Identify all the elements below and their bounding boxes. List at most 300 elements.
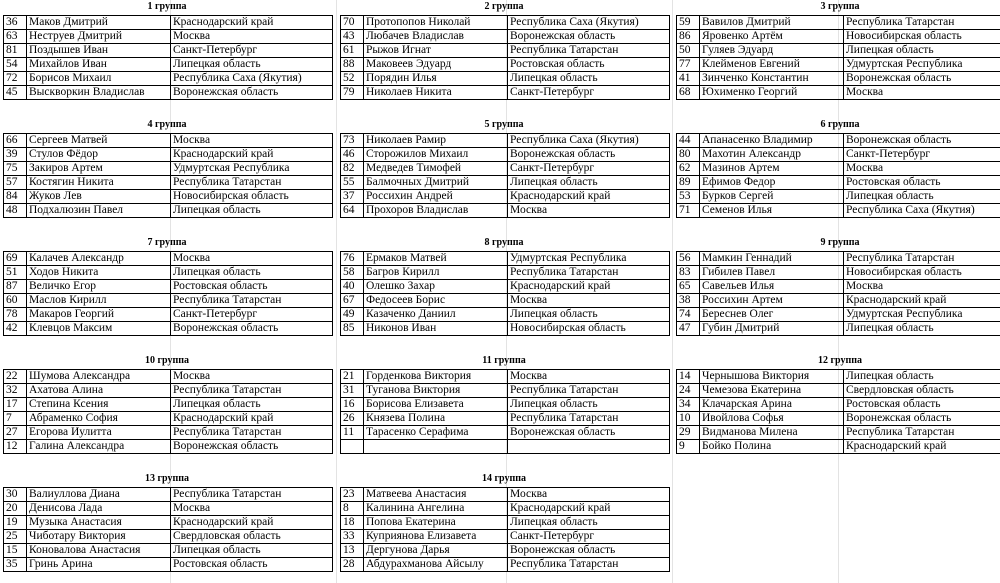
student-number-cell[interactable]: 84: [4, 190, 27, 204]
student-region-cell[interactable]: Липецкая область: [171, 204, 333, 218]
student-name-cell[interactable]: Шумова Александра: [27, 370, 171, 384]
student-name-cell[interactable]: Макаров Георгий: [27, 308, 171, 322]
student-name-cell[interactable]: Закиров Артем: [27, 162, 171, 176]
group-table: [676, 369, 1000, 454]
student-name-cell[interactable]: Балмочных Дмитрий: [364, 176, 508, 190]
student-name-cell[interactable]: Князева Полина: [364, 412, 508, 426]
student-number-cell[interactable]: 51: [4, 266, 27, 280]
student-number-cell[interactable]: 68: [677, 86, 700, 100]
group-block: [676, 354, 1000, 454]
student-number-cell[interactable]: 69: [4, 252, 27, 266]
student-region-cell[interactable]: Ростовская область: [171, 280, 333, 294]
student-name-cell[interactable]: Бойко Полина: [700, 440, 844, 454]
table-row: [677, 370, 1000, 384]
student-number-cell[interactable]: 37: [341, 190, 364, 204]
student-region-cell[interactable]: Санкт-Петербург: [508, 162, 670, 176]
student-name-cell[interactable]: Сторожилов Михаил: [364, 148, 508, 162]
table-row: [4, 30, 333, 44]
table-row: [677, 176, 1000, 190]
student-number-cell[interactable]: 72: [4, 72, 27, 86]
student-region-cell[interactable]: Воронежская область: [171, 86, 333, 100]
student-number-cell[interactable]: 79: [341, 86, 364, 100]
student-number-cell[interactable]: 46: [341, 148, 364, 162]
student-region-cell[interactable]: Краснодарский край: [171, 412, 333, 426]
student-number-cell[interactable]: 73: [341, 134, 364, 148]
student-name-cell[interactable]: Вавилов Дмитрий: [700, 16, 844, 30]
table-row: [677, 162, 1000, 176]
student-region-cell[interactable]: Воронежская область: [171, 322, 333, 336]
student-number-cell[interactable]: 88: [341, 58, 364, 72]
student-name-cell[interactable]: Егорова Иулитта: [27, 426, 171, 440]
student-region-cell[interactable]: Ростовская область: [844, 176, 1000, 190]
student-number-cell[interactable]: 26: [341, 412, 364, 426]
table-row: [341, 322, 670, 336]
table-row: [341, 86, 670, 100]
table-row: [341, 190, 670, 204]
student-number-cell[interactable]: 16: [341, 398, 364, 412]
student-number-cell[interactable]: 87: [4, 280, 27, 294]
student-region-cell[interactable]: Москва: [844, 162, 1000, 176]
student-name-cell[interactable]: Калинина Ангелина: [364, 502, 508, 516]
student-name-cell[interactable]: Губин Дмитрий: [700, 322, 844, 336]
table-row: [677, 16, 1000, 30]
table-row: [4, 252, 333, 266]
student-name-cell[interactable]: Бурков Сергей: [700, 190, 844, 204]
student-name-cell[interactable]: Подхалюзин Павел: [27, 204, 171, 218]
student-name-cell[interactable]: Ивойлова Софья: [700, 412, 844, 426]
student-name-cell[interactable]: Ахатова Алина: [27, 384, 171, 398]
student-region-cell[interactable]: Москва: [171, 252, 333, 266]
group-block: [676, 236, 1000, 336]
student-number-cell[interactable]: 22: [4, 370, 27, 384]
student-number-cell[interactable]: 9: [677, 440, 700, 454]
student-region-cell[interactable]: Москва: [171, 134, 333, 148]
student-region-cell[interactable]: Республика Татарстан: [508, 384, 670, 398]
student-number-cell[interactable]: 58: [341, 266, 364, 280]
table-row: [341, 502, 670, 516]
student-region-cell[interactable]: Москва: [844, 280, 1000, 294]
student-region-cell[interactable]: Липецкая область: [171, 58, 333, 72]
student-region-cell[interactable]: Липецкая область: [508, 516, 670, 530]
student-region-cell[interactable]: Новосибирская область: [171, 190, 333, 204]
student-name-cell[interactable]: Костягин Никита: [27, 176, 171, 190]
student-region-cell[interactable]: Москва: [844, 86, 1000, 100]
student-number-cell[interactable]: 36: [4, 16, 27, 30]
table-row: [341, 370, 670, 384]
student-name-cell[interactable]: Музыка Анастасия: [27, 516, 171, 530]
student-region-cell[interactable]: Липецкая область: [508, 176, 670, 190]
student-region-cell[interactable]: Воронежская область: [844, 72, 1000, 86]
student-name-cell[interactable]: Николаев Рамир: [364, 134, 508, 148]
table-row: [677, 58, 1000, 72]
student-name-cell[interactable]: Ходов Никита: [27, 266, 171, 280]
student-name-cell[interactable]: Юхименко Георгий: [700, 86, 844, 100]
student-name-cell[interactable]: Никонов Иван: [364, 322, 508, 336]
student-number-cell[interactable]: 27: [4, 426, 27, 440]
student-name-cell[interactable]: Яровенко Артём: [700, 30, 844, 44]
student-name-cell[interactable]: Клейменов Евгений: [700, 58, 844, 72]
student-region-cell[interactable]: Ростовская область: [508, 58, 670, 72]
student-region-cell[interactable]: Липецкая область: [844, 322, 1000, 336]
student-region-cell[interactable]: Санкт-Петербург: [844, 148, 1000, 162]
student-region-cell[interactable]: Липецкая область: [844, 190, 1000, 204]
table-row: [4, 398, 333, 412]
student-region-cell[interactable]: Липецкая область: [171, 266, 333, 280]
student-region-cell[interactable]: Липецкая область: [508, 72, 670, 86]
student-name-cell[interactable]: Любачев Владислав: [364, 30, 508, 44]
student-region-cell[interactable]: Республика Татарстан: [844, 426, 1000, 440]
group-block: [340, 472, 668, 572]
student-region-cell[interactable]: Липецкая область: [844, 44, 1000, 58]
student-name-cell[interactable]: Маслов Кирилл: [27, 294, 171, 308]
student-region-cell[interactable]: Свердловская область: [844, 384, 1000, 398]
student-name-cell[interactable]: Неструев Дмитрий: [27, 30, 171, 44]
student-number-cell[interactable]: 53: [677, 190, 700, 204]
student-name-cell[interactable]: Гуляев Эдуард: [700, 44, 844, 58]
student-number-cell[interactable]: 65: [677, 280, 700, 294]
student-name-cell[interactable]: Махотин Александр: [700, 148, 844, 162]
student-name-cell[interactable]: Тарасенко Серафима: [364, 426, 508, 440]
table-row: [341, 412, 670, 426]
student-region-cell[interactable]: Новосибирская область: [508, 322, 670, 336]
student-number-cell[interactable]: 40: [341, 280, 364, 294]
student-region-cell[interactable]: Воронежская область: [508, 30, 670, 44]
student-name-cell[interactable]: Россихин Андрей: [364, 190, 508, 204]
student-name-cell[interactable]: Чемезова Екатерина: [700, 384, 844, 398]
table-row: [341, 176, 670, 190]
student-name-cell[interactable]: Стулов Фёдор: [27, 148, 171, 162]
student-region-cell[interactable]: Краснодарский край: [844, 440, 1000, 454]
student-number-cell[interactable]: 78: [4, 308, 27, 322]
table-row: [4, 266, 333, 280]
student-region-cell[interactable]: Санкт-Петербург: [171, 44, 333, 58]
student-name-cell[interactable]: Казаченко Даниил: [364, 308, 508, 322]
student-number-cell[interactable]: 24: [677, 384, 700, 398]
table-row: [4, 134, 333, 148]
student-name-cell[interactable]: Ермаков Матвей: [364, 252, 508, 266]
group-table: [3, 369, 333, 454]
student-number-cell[interactable]: 61: [341, 44, 364, 58]
student-name-cell[interactable]: Абраменко София: [27, 412, 171, 426]
student-number-cell[interactable]: 85: [341, 322, 364, 336]
student-name-cell[interactable]: Семенов Илья: [700, 204, 844, 218]
table-row: [341, 148, 670, 162]
table-row: [4, 148, 333, 162]
student-name-cell[interactable]: Клачарская Арина: [700, 398, 844, 412]
student-number-cell[interactable]: 80: [677, 148, 700, 162]
student-number-cell[interactable]: 66: [4, 134, 27, 148]
table-row: [4, 86, 333, 100]
student-name-cell[interactable]: Абдурахманова Айсылу: [364, 558, 508, 572]
table-row: [341, 544, 670, 558]
student-name-cell[interactable]: Горденкова Виктория: [364, 370, 508, 384]
student-name-cell[interactable]: Дергунова Дарья: [364, 544, 508, 558]
student-region-cell[interactable]: Москва: [508, 488, 670, 502]
student-region-cell[interactable]: Республика Татарстан: [508, 412, 670, 426]
student-number-cell[interactable]: 77: [677, 58, 700, 72]
student-region-cell[interactable]: Свердловская область: [171, 530, 333, 544]
student-number-cell[interactable]: 63: [4, 30, 27, 44]
student-region-cell[interactable]: Воронежская область: [508, 544, 670, 558]
student-name-cell[interactable]: Поздышев Иван: [27, 44, 171, 58]
student-number-cell[interactable]: 44: [677, 134, 700, 148]
student-region-cell[interactable]: Удмуртская Республика: [844, 308, 1000, 322]
student-name-cell[interactable]: Гринь Арина: [27, 558, 171, 572]
student-number-cell[interactable]: 47: [677, 322, 700, 336]
student-number-cell[interactable]: 64: [341, 204, 364, 218]
student-region-cell[interactable]: Краснодарский край: [844, 294, 1000, 308]
student-number-cell[interactable]: 33: [341, 530, 364, 544]
student-number-cell[interactable]: 75: [4, 162, 27, 176]
student-name-cell[interactable]: Клевцов Максим: [27, 322, 171, 336]
student-name-cell[interactable]: Гибилев Павел: [700, 266, 844, 280]
student-region-cell[interactable]: Липецкая область: [508, 398, 670, 412]
table-row: [341, 30, 670, 44]
student-region-cell[interactable]: Воронежская область: [844, 134, 1000, 148]
student-region-cell[interactable]: Липецкая область: [508, 308, 670, 322]
student-region-cell[interactable]: Республика Саха (Якутия): [171, 72, 333, 86]
student-name-cell[interactable]: Федосеев Борис: [364, 294, 508, 308]
student-number-cell[interactable]: 50: [677, 44, 700, 58]
student-name-cell[interactable]: Видманова Милена: [700, 426, 844, 440]
table-row: [4, 440, 333, 454]
student-region-cell[interactable]: Республика Саха (Якутия): [844, 204, 1000, 218]
student-region-cell[interactable]: Воронежская область: [508, 426, 670, 440]
student-region-cell[interactable]: Республика Татарстан: [508, 266, 670, 280]
student-region-cell[interactable]: Санкт-Петербург: [508, 530, 670, 544]
student-number-cell[interactable]: 74: [677, 308, 700, 322]
student-number-cell[interactable]: 89: [677, 176, 700, 190]
student-number-cell[interactable]: 29: [677, 426, 700, 440]
student-name-cell[interactable]: Маковеев Эдуард: [364, 58, 508, 72]
student-number-cell[interactable]: 15: [4, 544, 27, 558]
student-region-cell[interactable]: Краснодарский край: [171, 148, 333, 162]
group-block: [340, 236, 668, 336]
student-name-cell[interactable]: Протопопов Николай: [364, 16, 508, 30]
student-region-cell[interactable]: Новосибирская область: [844, 30, 1000, 44]
table-row: [677, 134, 1000, 148]
student-number-cell[interactable]: 86: [677, 30, 700, 44]
student-number-cell[interactable]: 76: [341, 252, 364, 266]
student-number-cell[interactable]: 12: [4, 440, 27, 454]
student-name-cell[interactable]: Ефимов Федор: [700, 176, 844, 190]
student-name-cell[interactable]: Величко Егор: [27, 280, 171, 294]
student-number-cell[interactable]: 17: [4, 398, 27, 412]
student-number-cell[interactable]: 21: [341, 370, 364, 384]
table-row: [341, 266, 670, 280]
student-number-cell[interactable]: 11: [341, 426, 364, 440]
student-name-cell[interactable]: Матвеева Анастасия: [364, 488, 508, 502]
student-number-cell[interactable]: 34: [677, 398, 700, 412]
student-region-cell[interactable]: Краснодарский край: [171, 516, 333, 530]
student-region-cell[interactable]: Москва: [508, 370, 670, 384]
student-region-cell[interactable]: [508, 440, 670, 454]
table-row: [677, 204, 1000, 218]
student-number-cell[interactable]: 49: [341, 308, 364, 322]
student-region-cell[interactable]: Липецкая область: [171, 544, 333, 558]
student-name-cell[interactable]: Калачев Александр: [27, 252, 171, 266]
student-name-cell[interactable]: Жуков Лев: [27, 190, 171, 204]
student-name-cell[interactable]: Россихин Артем: [700, 294, 844, 308]
student-number-cell[interactable]: 38: [677, 294, 700, 308]
student-name-cell[interactable]: Денисова Лада: [27, 502, 171, 516]
student-region-cell[interactable]: Республика Татарстан: [508, 44, 670, 58]
student-name-cell[interactable]: Куприянова Елизавета: [364, 530, 508, 544]
student-name-cell[interactable]: Мазинов Артем: [700, 162, 844, 176]
student-region-cell[interactable]: Республика Саха (Якутия): [508, 134, 670, 148]
student-number-cell[interactable]: 56: [677, 252, 700, 266]
student-number-cell[interactable]: 52: [341, 72, 364, 86]
student-number-cell[interactable]: 19: [4, 516, 27, 530]
student-number-cell[interactable]: 43: [341, 30, 364, 44]
student-number-cell[interactable]: 31: [341, 384, 364, 398]
student-number-cell[interactable]: 70: [341, 16, 364, 30]
student-region-cell[interactable]: Республика Татарстан: [171, 294, 333, 308]
student-name-cell[interactable]: Медведев Тимофей: [364, 162, 508, 176]
student-region-cell[interactable]: Удмуртская Республика: [508, 252, 670, 266]
student-name-cell[interactable]: Багров Кирилл: [364, 266, 508, 280]
student-region-cell[interactable]: Москва: [508, 204, 670, 218]
student-number-cell[interactable]: 42: [4, 322, 27, 336]
student-region-cell[interactable]: Удмуртская Республика: [171, 162, 333, 176]
student-name-cell[interactable]: Валиуллова Диана: [27, 488, 171, 502]
table-row: [341, 252, 670, 266]
student-number-cell[interactable]: 62: [677, 162, 700, 176]
student-region-cell[interactable]: Республика Татарстан: [844, 16, 1000, 30]
student-number-cell[interactable]: 54: [4, 58, 27, 72]
student-number-cell[interactable]: 81: [4, 44, 27, 58]
student-region-cell[interactable]: Республика Татарстан: [171, 488, 333, 502]
table-row: [677, 412, 1000, 426]
student-name-cell[interactable]: Мамкин Геннадий: [700, 252, 844, 266]
student-region-cell[interactable]: Воронежская область: [508, 148, 670, 162]
student-name-cell[interactable]: Степина Ксения: [27, 398, 171, 412]
student-number-cell[interactable]: [341, 440, 364, 454]
student-region-cell[interactable]: Краснодарский край: [508, 502, 670, 516]
student-name-cell[interactable]: Борисова Елизавета: [364, 398, 508, 412]
group-table: [3, 15, 333, 100]
student-name-cell[interactable]: Рыжов Игнат: [364, 44, 508, 58]
student-number-cell[interactable]: 59: [677, 16, 700, 30]
student-number-cell[interactable]: 20: [4, 502, 27, 516]
student-number-cell[interactable]: 55: [341, 176, 364, 190]
student-name-cell[interactable]: Попова Екатерина: [364, 516, 508, 530]
student-region-cell[interactable]: Воронежская область: [171, 440, 333, 454]
student-name-cell[interactable]: Чиботару Виктория: [27, 530, 171, 544]
student-region-cell[interactable]: Москва: [171, 370, 333, 384]
student-number-cell[interactable]: 41: [677, 72, 700, 86]
student-number-cell[interactable]: 82: [341, 162, 364, 176]
student-region-cell[interactable]: Удмуртская Республика: [844, 58, 1000, 72]
student-region-cell[interactable]: Краснодарский край: [171, 16, 333, 30]
table-row: [341, 72, 670, 86]
group-block: [3, 0, 331, 100]
student-name-cell[interactable]: Береснев Олег: [700, 308, 844, 322]
student-region-cell[interactable]: Республика Татарстан: [844, 252, 1000, 266]
student-name-cell[interactable]: Зинченко Константин: [700, 72, 844, 86]
student-number-cell[interactable]: 32: [4, 384, 27, 398]
student-name-cell[interactable]: Маков Дмитрий: [27, 16, 171, 30]
student-region-cell[interactable]: Санкт-Петербург: [171, 308, 333, 322]
student-number-cell[interactable]: 30: [4, 488, 27, 502]
student-number-cell[interactable]: 13: [341, 544, 364, 558]
student-number-cell[interactable]: 10: [677, 412, 700, 426]
student-region-cell[interactable]: Липецкая область: [844, 370, 1000, 384]
student-region-cell[interactable]: Липецкая область: [171, 398, 333, 412]
student-region-cell[interactable]: Республика Татарстан: [508, 558, 670, 572]
student-region-cell[interactable]: Республика Саха (Якутия): [508, 16, 670, 30]
student-number-cell[interactable]: 25: [4, 530, 27, 544]
table-row: [4, 72, 333, 86]
student-name-cell[interactable]: Коновалова Анастасия: [27, 544, 171, 558]
student-number-cell[interactable]: 57: [4, 176, 27, 190]
student-number-cell[interactable]: 48: [4, 204, 27, 218]
student-region-cell[interactable]: Ростовская область: [844, 398, 1000, 412]
student-number-cell[interactable]: 67: [341, 294, 364, 308]
student-region-cell[interactable]: Москва: [171, 30, 333, 44]
student-name-cell[interactable]: Николаев Никита: [364, 86, 508, 100]
student-region-cell[interactable]: Краснодарский край: [508, 190, 670, 204]
student-number-cell[interactable]: 71: [677, 204, 700, 218]
table-row: [677, 294, 1000, 308]
student-number-cell[interactable]: 35: [4, 558, 27, 572]
student-name-cell[interactable]: Сергеев Матвей: [27, 134, 171, 148]
group-title: 10 группа: [145, 355, 189, 366]
student-region-cell[interactable]: Краснодарский край: [508, 280, 670, 294]
group-table: [676, 251, 1000, 336]
student-number-cell[interactable]: 7: [4, 412, 27, 426]
student-number-cell[interactable]: 45: [4, 86, 27, 100]
student-number-cell[interactable]: 23: [341, 488, 364, 502]
student-region-cell[interactable]: Москва: [508, 294, 670, 308]
student-region-cell[interactable]: Республика Татарстан: [171, 384, 333, 398]
table-row: [677, 72, 1000, 86]
student-region-cell[interactable]: Москва: [171, 502, 333, 516]
student-number-cell[interactable]: 28: [341, 558, 364, 572]
student-name-cell[interactable]: [364, 440, 508, 454]
student-number-cell[interactable]: 60: [4, 294, 27, 308]
student-number-cell[interactable]: 39: [4, 148, 27, 162]
student-name-cell[interactable]: Прохоров Владислав: [364, 204, 508, 218]
student-name-cell[interactable]: Галина Александра: [27, 440, 171, 454]
student-name-cell[interactable]: Порядин Илья: [364, 72, 508, 86]
student-region-cell[interactable]: Республика Татарстан: [171, 426, 333, 440]
student-name-cell[interactable]: Олешко Захар: [364, 280, 508, 294]
table-row: [341, 58, 670, 72]
student-number-cell[interactable]: 83: [677, 266, 700, 280]
student-number-cell[interactable]: 14: [677, 370, 700, 384]
student-name-cell[interactable]: Апанасенко Владимир: [700, 134, 844, 148]
student-region-cell[interactable]: Воронежская область: [844, 412, 1000, 426]
student-region-cell[interactable]: Новосибирская область: [844, 266, 1000, 280]
student-region-cell[interactable]: Республика Татарстан: [171, 176, 333, 190]
student-name-cell[interactable]: Чернышова Виктория: [700, 370, 844, 384]
student-number-cell[interactable]: 18: [341, 516, 364, 530]
group-block: [3, 472, 331, 572]
student-name-cell[interactable]: Туганова Виктория: [364, 384, 508, 398]
group-title: 6 группа: [820, 119, 860, 130]
student-name-cell[interactable]: Михайлов Иван: [27, 58, 171, 72]
group-block: [3, 236, 331, 336]
student-name-cell[interactable]: Выскворкин Владислав: [27, 86, 171, 100]
table-row: [341, 204, 670, 218]
student-number-cell[interactable]: 8: [341, 502, 364, 516]
student-name-cell[interactable]: Борисов Михаил: [27, 72, 171, 86]
student-region-cell[interactable]: Санкт-Петербург: [508, 86, 670, 100]
student-name-cell[interactable]: Савельев Илья: [700, 280, 844, 294]
student-region-cell[interactable]: Ростовская область: [171, 558, 333, 572]
group-title: 2 группа: [484, 1, 524, 12]
